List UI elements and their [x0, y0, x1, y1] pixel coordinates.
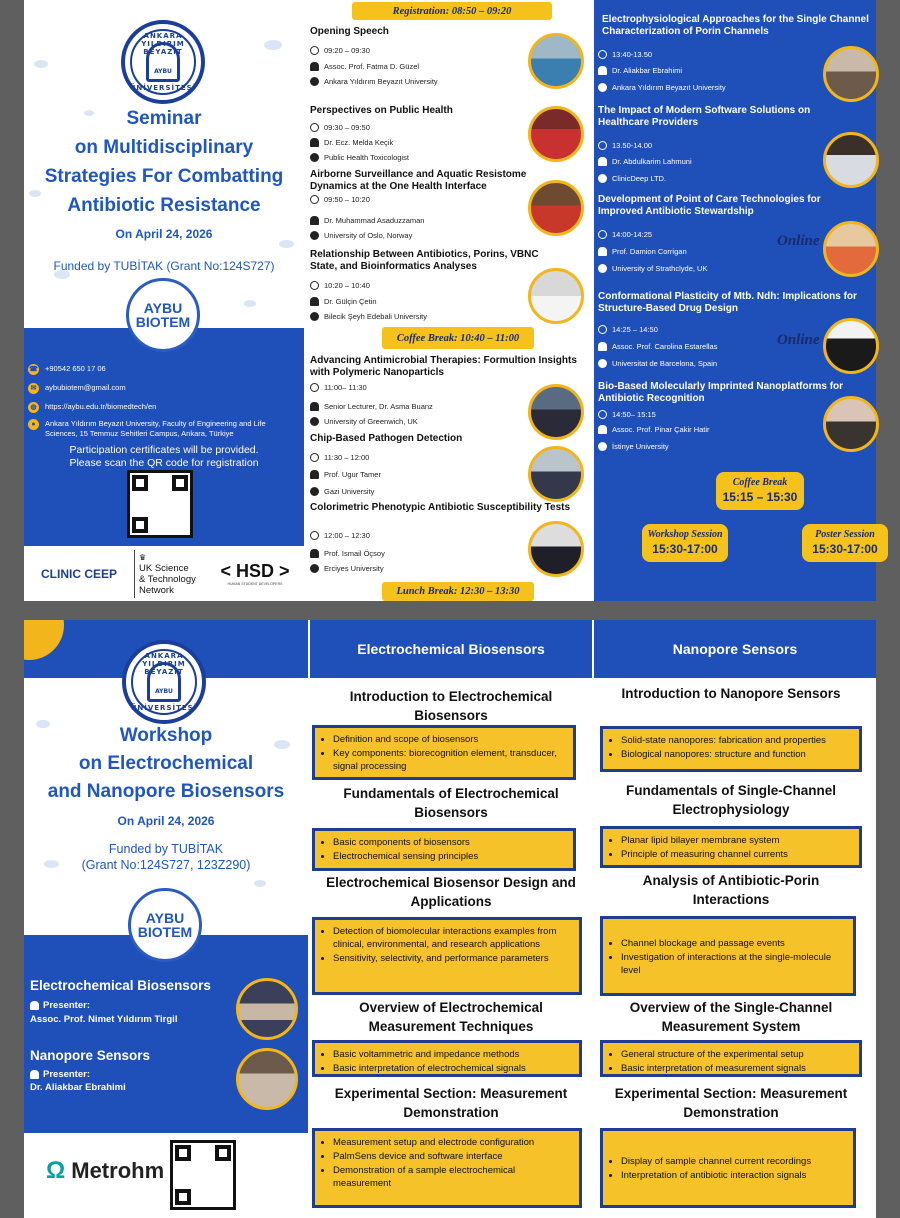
contact-phone: ☎ +90542 650 17 06: [29, 364, 106, 373]
talk-affiliation: Gazi University: [310, 487, 374, 496]
seminar-title: Seminar on Multidisciplinary Strategies For Combatting Antibiotic Resistance: [44, 108, 284, 216]
column-header-electrochemical: Electrochemical Biosensors: [310, 620, 592, 678]
coffee-break-banner: Coffee Break: 10:40 – 11:00: [382, 327, 534, 349]
poster-session-badge: Poster Session 15:30-17:00: [802, 524, 888, 562]
talk-affiliation: Ankara Yıldırım Beyazıt University: [310, 77, 438, 86]
clock-icon: [310, 531, 319, 540]
presenter-name: Dr. Aliakbar Ebrahimi: [30, 1082, 126, 1093]
person-icon: [598, 342, 607, 351]
building-icon: [310, 312, 319, 321]
presenter-name: Assoc. Prof. Nimet Yıldırım Tirgil: [30, 1014, 178, 1025]
clock-icon: [598, 325, 607, 334]
workshop-qr-code[interactable]: [170, 1140, 236, 1210]
workshop-session-badge: Workshop Session 15:30-17:00: [642, 524, 728, 562]
section-title: Fundamentals of Electrochemical Biosensors: [343, 786, 559, 820]
presenter-topic: Electrochemical Biosensors: [30, 978, 211, 993]
talk-speaker: Prof. Ismail Öçsoy: [310, 549, 385, 558]
building-icon: [598, 442, 607, 451]
person-icon: [310, 297, 319, 306]
clock-icon: [598, 50, 607, 59]
email-icon: ✉: [28, 383, 39, 394]
speaker-photo: [528, 268, 584, 324]
section-title: Overview of the Single-Channel Measurement System: [629, 1000, 833, 1034]
talk-time: 11:00– 11:30: [310, 383, 367, 392]
location-icon: ●: [28, 419, 39, 430]
seminar-left-column: [24, 0, 304, 601]
contact-email[interactable]: ✉ aybubiotem@gmail.com: [28, 383, 298, 394]
talk-title: Opening Speech: [310, 26, 389, 37]
talk-speaker: Prof. Ugur Tamer: [310, 470, 381, 479]
logo-bottom-text: ÜNİVERSİTESİ: [129, 84, 197, 92]
seminar-poster: [24, 0, 876, 601]
talk-title: Electrophysiological Approaches for the Single Channel Characterization of Porin Channels: [602, 14, 869, 37]
talk-affiliation: Erciyes University: [310, 564, 384, 573]
qr-instruction: Please scan the QR code for registration: [69, 457, 259, 469]
talk-time: 09:50 – 10:20: [310, 195, 370, 204]
talk-time: 13:40-13.50: [598, 50, 652, 59]
talk-title: Conformational Plasticity of Mtb. Ndh: Implications for Structure-Based Drug Design: [598, 291, 857, 314]
person-icon: [598, 157, 607, 166]
presenter-label: Presenter:: [30, 999, 90, 1012]
workshop-title: Workshop on Electrochemical and Nanopore Biosensors: [47, 725, 285, 802]
section-title: Analysis of Antibiotic-Porin Interactions: [642, 873, 820, 907]
clock-icon: [310, 453, 319, 462]
section-box: • Definition and scope of biosensors • Key components: biorecognition element, transducer, signal processing: [312, 725, 576, 780]
talk-affiliation: University of Oslo, Norway: [310, 231, 412, 240]
talk-speaker: Prof. Damion Corrigan: [598, 247, 687, 256]
section-title: Introduction to Electrochemical Biosensors: [349, 689, 553, 723]
clock-icon: [310, 195, 319, 204]
workshop-funding-line1: Funded by TUBİTAK: [108, 842, 224, 856]
talk-speaker: Assoc. Prof. Fatma D. Güzel: [310, 62, 419, 71]
clock-icon: [310, 281, 319, 290]
talk-speaker: Dr. Gülçin Çetin: [310, 297, 377, 306]
person-icon: [310, 138, 319, 147]
building-icon: [598, 359, 607, 368]
talk-time: 14:25 – 14:50: [598, 325, 658, 334]
talk-affiliation: University of Strathclyde, UK: [598, 264, 707, 273]
section-box: • Basic components of biosensors • Electrochemical sensing principles: [312, 828, 576, 871]
talk-affiliation: ClinicDeep LTD.: [598, 174, 666, 183]
section-box: • Detection of biomolecular interactions examples from clinical, environmental, and research applications • Sensitivity, selectivity, and performance parameters: [312, 917, 582, 995]
aybu-logo: ANKARA YILDIRIM BEYAZIT AYBU ÜNİVERSİTESİ: [122, 640, 206, 724]
presenter-photo: [236, 978, 298, 1040]
person-icon: [598, 66, 607, 75]
online-label: Online: [777, 332, 820, 348]
section-title: Experimental Section: Measurement Demonstration: [614, 1086, 848, 1120]
clinic-ceep-logo: CLINIC CEEP: [40, 566, 117, 581]
seminar-funding: Funded by TUBİTAK (Grant No:124S727): [53, 259, 275, 273]
talk-time: 09:30 – 09:50: [310, 123, 370, 132]
person-icon: [30, 1070, 39, 1079]
speaker-photo: [528, 521, 584, 577]
registration-qr-code[interactable]: [127, 470, 193, 538]
globe-icon: ◍: [28, 402, 39, 413]
talk-title: Perspectives on Public Health: [310, 105, 453, 116]
talk-time: 09:20 – 09:30: [310, 46, 370, 55]
building-icon: [598, 83, 607, 92]
building-icon: [310, 564, 319, 573]
talk-title: Development of Point of Care Technologies for Improved Antibiotic Stewardship: [598, 194, 821, 217]
talk-speaker: Dr. Ecz. Melda Keçik: [310, 138, 393, 147]
person-icon: [310, 549, 319, 558]
registration-banner: Registration: 08:50 – 09:20: [352, 2, 552, 20]
lunch-break-banner: Lunch Break: 12:30 – 13:30: [382, 582, 534, 601]
clock-icon: [598, 410, 607, 419]
workshop-date: On April 24, 2026: [117, 814, 215, 828]
talk-affiliation: Universitat de Barcelona, Spain: [598, 359, 717, 368]
talk-time: 10:20 – 10:40: [310, 281, 370, 290]
seminar-afternoon-program: [594, 0, 876, 601]
workshop-poster: [24, 620, 876, 1218]
speaker-photo: [528, 180, 584, 236]
clock-icon: [310, 46, 319, 55]
building-icon: [310, 77, 319, 86]
person-icon: [598, 247, 607, 256]
talk-affiliation: Public Health Toxicologist: [310, 153, 409, 162]
section-box: • General structure of the experimental setup • Basic interpretation of measurement signals: [600, 1040, 862, 1077]
logo-top-text: ANKARA YILDIRIM BEYAZIT: [141, 32, 185, 56]
speaker-photo: [823, 318, 879, 374]
talk-speaker: Dr. Abdulkarim Lahmuni: [598, 157, 692, 166]
section-title: Fundamentals of Single-Channel Electrophysiology: [625, 783, 836, 817]
presenter-label: Presenter:: [30, 1068, 90, 1081]
workshop-funding-line2: (Grant No:124S727, 123Z290): [81, 858, 251, 872]
metrohm-logo: Ω Metrohm: [46, 1157, 165, 1184]
sponsor-strip: [24, 546, 304, 601]
clock-icon: [598, 230, 607, 239]
talk-title: Chip-Based Pathogen Detection: [310, 433, 463, 444]
contact-address: ● Ankara Yıldırım Beyazıt University, Faculty of Engineering and Life Sciences, 15 Temmuz Sehitleri Campus, Ankara, Türkiye: [28, 419, 300, 439]
section-box: • Planar lipid bilayer membrane system • Principle of measuring channel currents: [600, 826, 862, 868]
section-title: Introduction to Nanopore Sensors: [621, 686, 841, 701]
building-icon: [598, 264, 607, 273]
speaker-photo: [528, 106, 584, 162]
uk-science-network-logo: ♛ UK Science & Technology Network: [139, 552, 196, 596]
talk-speaker: Assoc. Prof. Carolina Estarellas: [598, 342, 717, 351]
person-icon: [30, 1001, 39, 1010]
clock-icon: [598, 141, 607, 150]
talk-affiliation: Bilecik Şeyh Edebali University: [310, 312, 427, 321]
talk-time: 14:00-14:25: [598, 230, 652, 239]
section-box: • Measurement setup and electrode configuration • PalmSens device and software interface • Demonstration of a sample electrochemical measurement: [312, 1128, 582, 1208]
building-icon: [310, 153, 319, 162]
talk-title: The Impact of Modern Software Solutions on Healthcare Providers: [598, 105, 811, 128]
aybu-biotem-logo: AYBU BIOTEM: [126, 278, 200, 352]
hsd-logo: < HSD > HUMAN STUDENT DEVELOPERS: [220, 561, 290, 586]
clock-icon: [310, 383, 319, 392]
speaker-photo: [823, 396, 879, 452]
seminar-date: On April 24, 2026: [115, 227, 213, 241]
building-icon: [310, 487, 319, 496]
person-icon: [598, 425, 607, 434]
talk-time: 12:00 – 12:30: [310, 531, 370, 540]
presenter-photo: [236, 1048, 298, 1110]
section-title: Experimental Section: Measurement Demonstration: [334, 1086, 568, 1120]
speaker-photo: [823, 221, 879, 277]
talk-affiliation: University of Greenwich, UK: [310, 417, 418, 426]
speaker-photo: [528, 384, 584, 440]
presenter-topic: Nanopore Sensors: [30, 1048, 151, 1063]
section-box: • Basic voltammetric and impedance methods • Basic interpretation of electrochemical signals: [312, 1040, 582, 1077]
building-icon: [310, 417, 319, 426]
talk-time: 11:30 – 12:00: [310, 453, 369, 462]
person-icon: [310, 470, 319, 479]
section-title: Electrochemical Biosensor Design and Applications: [326, 875, 576, 909]
talk-speaker: Dr. Muhammad Asaduzzaman: [310, 216, 424, 225]
talk-speaker: Senior Lecturer, Dr. Asma Buanz: [310, 402, 433, 411]
talk-title: Airborne Surveillance and Aquatic Resistome Dynamics at the One Health Interface: [310, 169, 527, 192]
person-icon: [310, 216, 319, 225]
logo-mid-text: AYBU: [154, 68, 172, 75]
talk-time: 13.50-14.00: [598, 141, 652, 150]
talk-title: Colorimetric Phenotypic Antibiotic Susceptibility Tests: [310, 502, 571, 513]
person-icon: [310, 402, 319, 411]
column-header-nanopore: Nanopore Sensors: [594, 620, 876, 678]
talk-affiliation: Ankara Yıldırım Beyazıt University: [598, 83, 726, 92]
speaker-photo: [528, 446, 584, 502]
speaker-photo: [823, 46, 879, 102]
talk-title: Bio-Based Molecularly Imprinted Nanoplatforms for Antibiotic Recognition: [598, 381, 844, 404]
talk-speaker: Dr. Aliakbar Ebrahimi: [598, 66, 682, 75]
seminar-morning-program: [310, 0, 594, 601]
talk-title: Advancing Antimicrobial Therapies: Formultion Insights with Polymeric Nanoparticls: [310, 355, 577, 378]
section-title: Overview of Electrochemical Measurement Techniques: [359, 1000, 543, 1034]
phone-icon: ☎: [28, 364, 39, 375]
workshop-left-column: [24, 620, 308, 1218]
talk-affiliation: İstinye University: [598, 442, 669, 451]
section-box: • Channel blockage and passage events • Investigation of interactions at the single-molecule level: [600, 916, 856, 996]
talk-time: 14:50– 15:15: [598, 410, 656, 419]
clock-icon: [310, 123, 319, 132]
online-label: Online: [777, 233, 820, 249]
aybu-biotem-logo: AYBU BIOTEM: [128, 888, 202, 962]
aybu-logo: [121, 20, 205, 104]
omega-icon: Ω: [46, 1157, 66, 1184]
coffee-break-2-badge: Coffee Break 15:15 – 15:30: [716, 472, 804, 510]
contact-website[interactable]: ◍ https://aybu.edu.tr/biomedtech/en: [28, 402, 298, 413]
section-box: • Solid-state nanopores: fabrication and properties • Biological nanopores: structure and function: [600, 726, 862, 772]
certificate-note: Participation certificates will be provided.: [69, 444, 259, 456]
section-box: • Display of sample channel current recordings • Interpretation of antibiotic interaction signals: [600, 1128, 856, 1208]
person-icon: [310, 62, 319, 71]
speaker-photo: [823, 132, 879, 188]
speaker-photo: [528, 33, 584, 89]
talk-speaker: Assoc. Prof. Pinar Çakir Hatir: [598, 425, 710, 434]
talk-title: Relationship Between Antibiotics, Porins, VBNC State, and Bioinformatics Analyses: [310, 249, 539, 272]
building-icon: [310, 231, 319, 240]
building-icon: [598, 174, 607, 183]
